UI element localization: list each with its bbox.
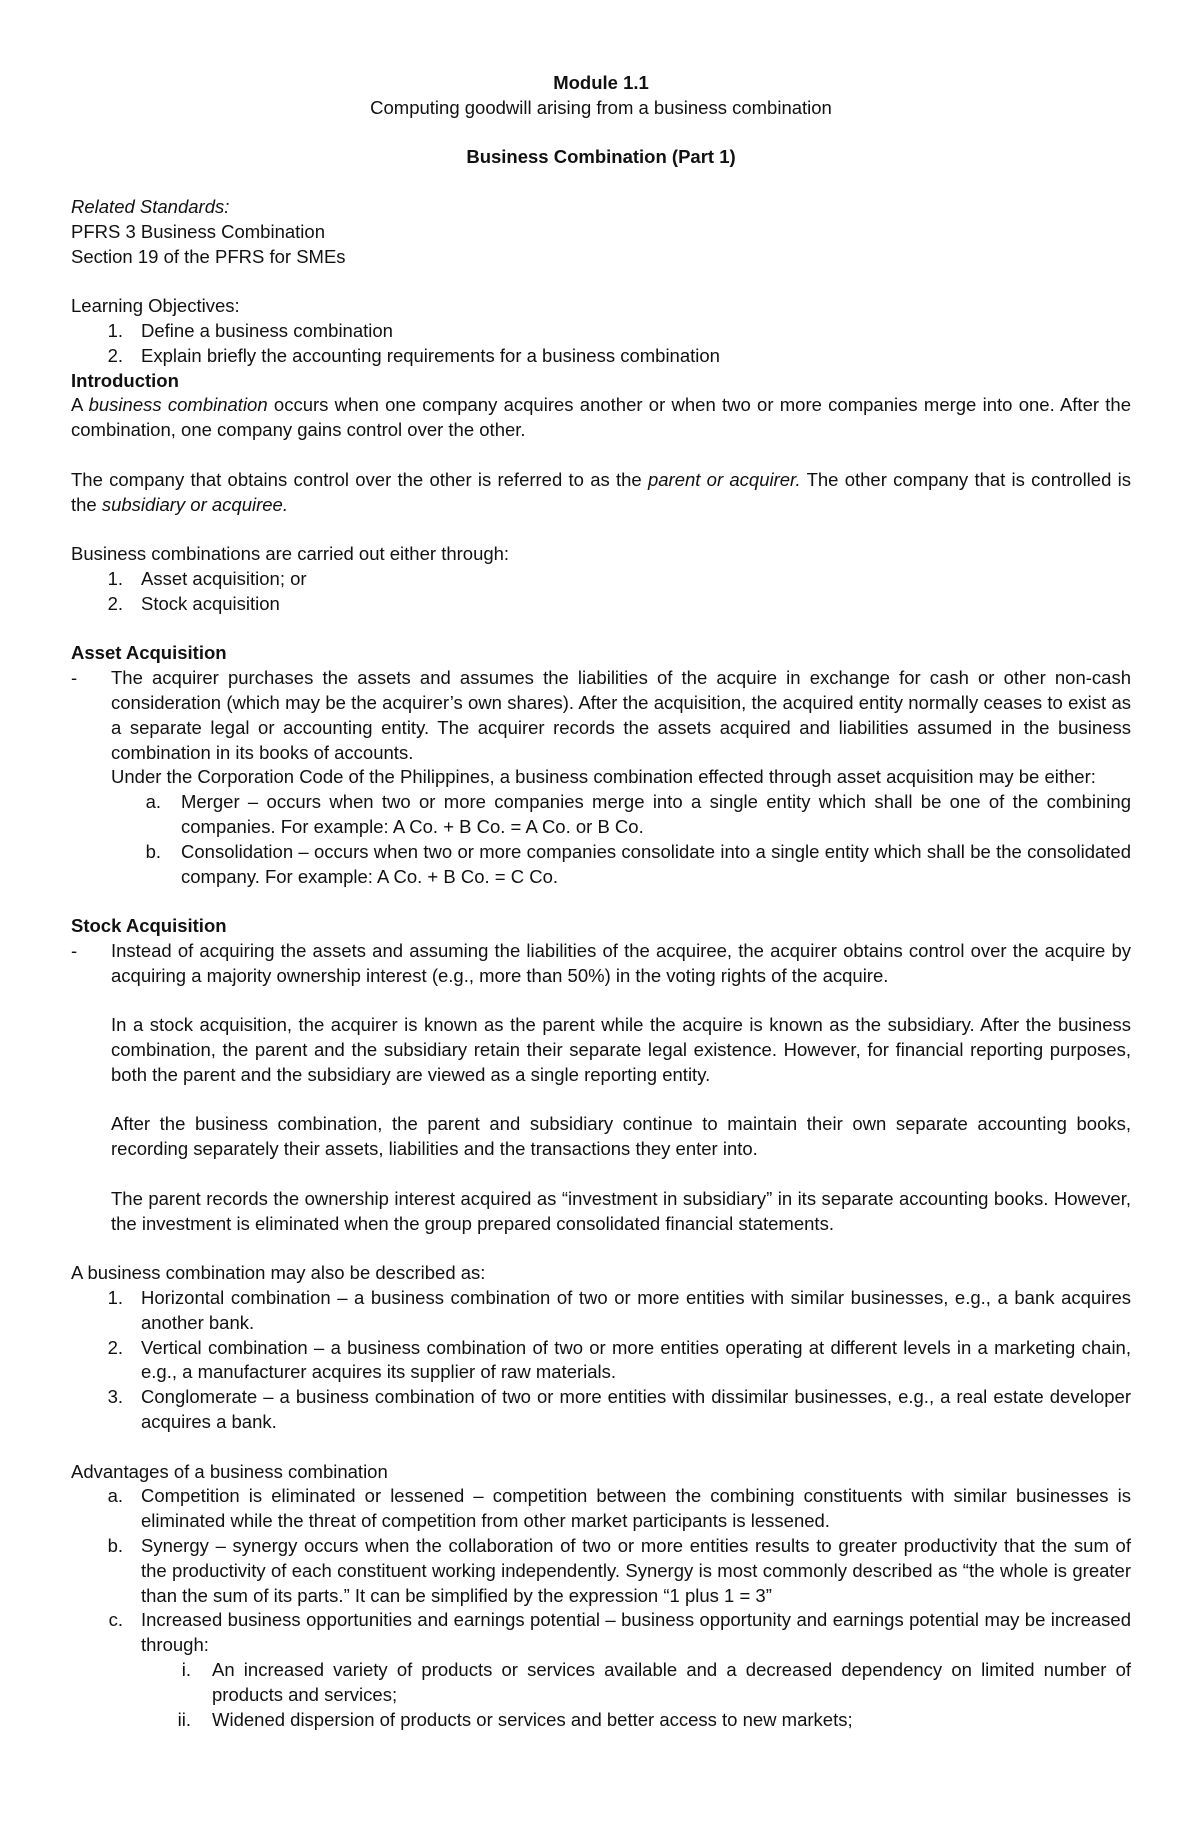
list-number: 2. bbox=[107, 1336, 123, 1358]
page-title: Business Combination (Part 1) bbox=[466, 146, 736, 168]
standards-label: Related Standards: bbox=[71, 195, 230, 217]
description-item bbox=[71, 1385, 1131, 1435]
standard-item: PFRS 3 Business Combination bbox=[71, 220, 325, 242]
objectives-label: Learning Objectives: bbox=[71, 295, 240, 317]
list-letter: c. bbox=[108, 1609, 123, 1631]
objective-item bbox=[71, 319, 1131, 344]
text-run: occurs when one company acquires another or when two or more companies merge into one. After the combination, one company gains control over the other. bbox=[71, 394, 1131, 441]
paragraph: Under the Corporation Code of the Philippines, a business combination effected through asset acquisition may be either: bbox=[111, 766, 1096, 788]
descriptions-intro: A business combination may also be described as: bbox=[71, 1262, 486, 1284]
list-text: Conglomerate – a business combination of two or more entities with dissimilar businesses, e.g., a real estate developer acquires a bank. bbox=[141, 1386, 1131, 1433]
section-heading-introduction: Introduction bbox=[71, 369, 179, 391]
list-text: Vertical combination – a business combination of two or more entities operating at different levels in a marketing chain, e.g., a manufacturer acquires its supplier of raw materials. bbox=[141, 1336, 1131, 1383]
paragraph: Instead of acquiring the assets and assuming the liabilities of the acquiree, the acquirer obtains control over the acquire by acquiring a majority ownership interest (e.g., more than 50%) in the voting rights of the acquire. bbox=[111, 939, 1131, 986]
list-number: 1. bbox=[107, 1287, 123, 1309]
section-heading-stock-acquisition: Stock Acquisition bbox=[71, 915, 227, 937]
emphasis-text: parent or acquirer. bbox=[647, 468, 801, 490]
list-text: Consolidation – occurs when two or more companies consolidate into a single entity which shall be the consolidated company. For example: A Co. + B Co. = C Co. bbox=[181, 840, 1131, 887]
emphasis-text: subsidiary or acquiree. bbox=[101, 493, 288, 515]
dash-item bbox=[71, 939, 1131, 1237]
list-text: Merger – occurs when two or more companies merge into a single entity which shall be one of the combining companies. For example: A Co. + B Co. = A Co. or B Co. bbox=[181, 791, 1131, 837]
intro-paragraph bbox=[71, 468, 1131, 518]
module-subtitle: Computing goodwill arising from a business combination bbox=[370, 96, 832, 118]
list-number: 1. bbox=[107, 567, 123, 589]
advantage-item bbox=[71, 1608, 1131, 1658]
intro-paragraph: Business combinations are carried out either through: bbox=[71, 543, 510, 565]
dash-bullet: - bbox=[71, 939, 78, 961]
asset-type-item bbox=[71, 790, 1131, 840]
list-text: Synergy – synergy occurs when the collaboration of two or more entities results to greater productivity that the sum of the productivity of each constituent working independently. Synergy is most commonly described as “the whole is greater than the sum of its parts.” It can be simplified by the expression “1 plus 1 = 3” bbox=[141, 1535, 1131, 1606]
list-text: Horizontal combination – a business combination of two or more entities with similar businesses, e.g., a bank acquires another bank. bbox=[141, 1287, 1131, 1333]
list-text: Define a business combination bbox=[141, 319, 393, 341]
list-text: Stock acquisition bbox=[141, 592, 280, 614]
list-text: Widened dispersion of products or services and better access to new markets; bbox=[212, 1708, 853, 1730]
list-letter: a. bbox=[145, 791, 161, 813]
text-run: A bbox=[71, 394, 89, 416]
dash-bullet: - bbox=[71, 667, 78, 689]
list-text: Explain briefly the accounting requirements for a business combination bbox=[141, 344, 720, 366]
document-page bbox=[71, 71, 1131, 1732]
paragraph: After the business combination, the parent and subsidiary continue to maintain their own separate accounting books, recording separately their assets, liabilities and the transactions they enter into. bbox=[111, 1113, 1131, 1160]
list-letter: b. bbox=[145, 840, 161, 862]
list-text: An increased variety of products or services available and a decreased dependency on limited number of products and services; bbox=[212, 1659, 1131, 1705]
list-roman: ii. bbox=[177, 1708, 191, 1730]
standard-item: Section 19 of the PFRS for SMEs bbox=[71, 245, 346, 267]
advantages-intro: Advantages of a business combination bbox=[71, 1460, 388, 1482]
description-item bbox=[71, 1286, 1131, 1336]
section-heading-asset-acquisition: Asset Acquisition bbox=[71, 642, 227, 664]
list-roman: i. bbox=[181, 1659, 191, 1680]
paragraph: The acquirer purchases the assets and assumes the liabilities of the acquire in exchange for cash or other non-cash consideration (which may be the acquirer’s own shares). After the acquisition, the acquired entity normally ceases to exist as a separate legal or accounting entity. The acquirer records the assets acquired and liabilities assumed in the business combination in its books of accounts. bbox=[111, 667, 1131, 763]
list-letter: a. bbox=[107, 1485, 123, 1507]
paragraph: The parent records the ownership interest acquired as “investment in subsidiary” in its separate accounting books. However, the investment is eliminated when the group prepared consolidated financial statements. bbox=[111, 1187, 1131, 1234]
method-item bbox=[71, 567, 1131, 592]
list-text: Competition is eliminated or lessened – competition between the combining constituents with similar businesses is eliminated while the threat of competition from other market participants is lessened. bbox=[141, 1485, 1131, 1532]
list-letter: b. bbox=[107, 1535, 123, 1557]
paragraph: In a stock acquisition, the acquirer is known as the parent while the acquire is known as the subsidiary. After the business combination, the parent and the subsidiary retain their separate legal existence. However, for financial reporting purposes, both the parent and the subsidiary are viewed as a single reporting entity. bbox=[111, 1014, 1131, 1085]
text-run: The company that obtains control over the other is referred to as the bbox=[71, 468, 648, 490]
description-item bbox=[71, 1336, 1131, 1386]
list-text: Asset acquisition; or bbox=[141, 567, 307, 589]
emphasis-text: business combination bbox=[88, 394, 268, 416]
objective-item bbox=[71, 344, 1131, 369]
advantage-item bbox=[71, 1484, 1131, 1534]
intro-paragraph bbox=[71, 393, 1131, 443]
list-number: 2. bbox=[107, 592, 123, 614]
dash-item bbox=[71, 666, 1131, 790]
list-number: 2. bbox=[107, 344, 123, 366]
advantage-subitem bbox=[71, 1658, 1131, 1708]
asset-type-item bbox=[71, 840, 1131, 890]
text-run: The other company that is controlled is the bbox=[71, 468, 1131, 515]
advantage-item bbox=[71, 1534, 1131, 1608]
list-text: Increased business opportunities and earnings potential – business opportunity and earnings potential may be increased through: bbox=[141, 1609, 1131, 1656]
advantage-subitem bbox=[71, 1708, 1131, 1733]
module-number: Module 1.1 bbox=[553, 72, 649, 93]
list-number: 3. bbox=[107, 1386, 123, 1408]
list-number: 1. bbox=[107, 319, 123, 341]
method-item bbox=[71, 592, 1131, 617]
